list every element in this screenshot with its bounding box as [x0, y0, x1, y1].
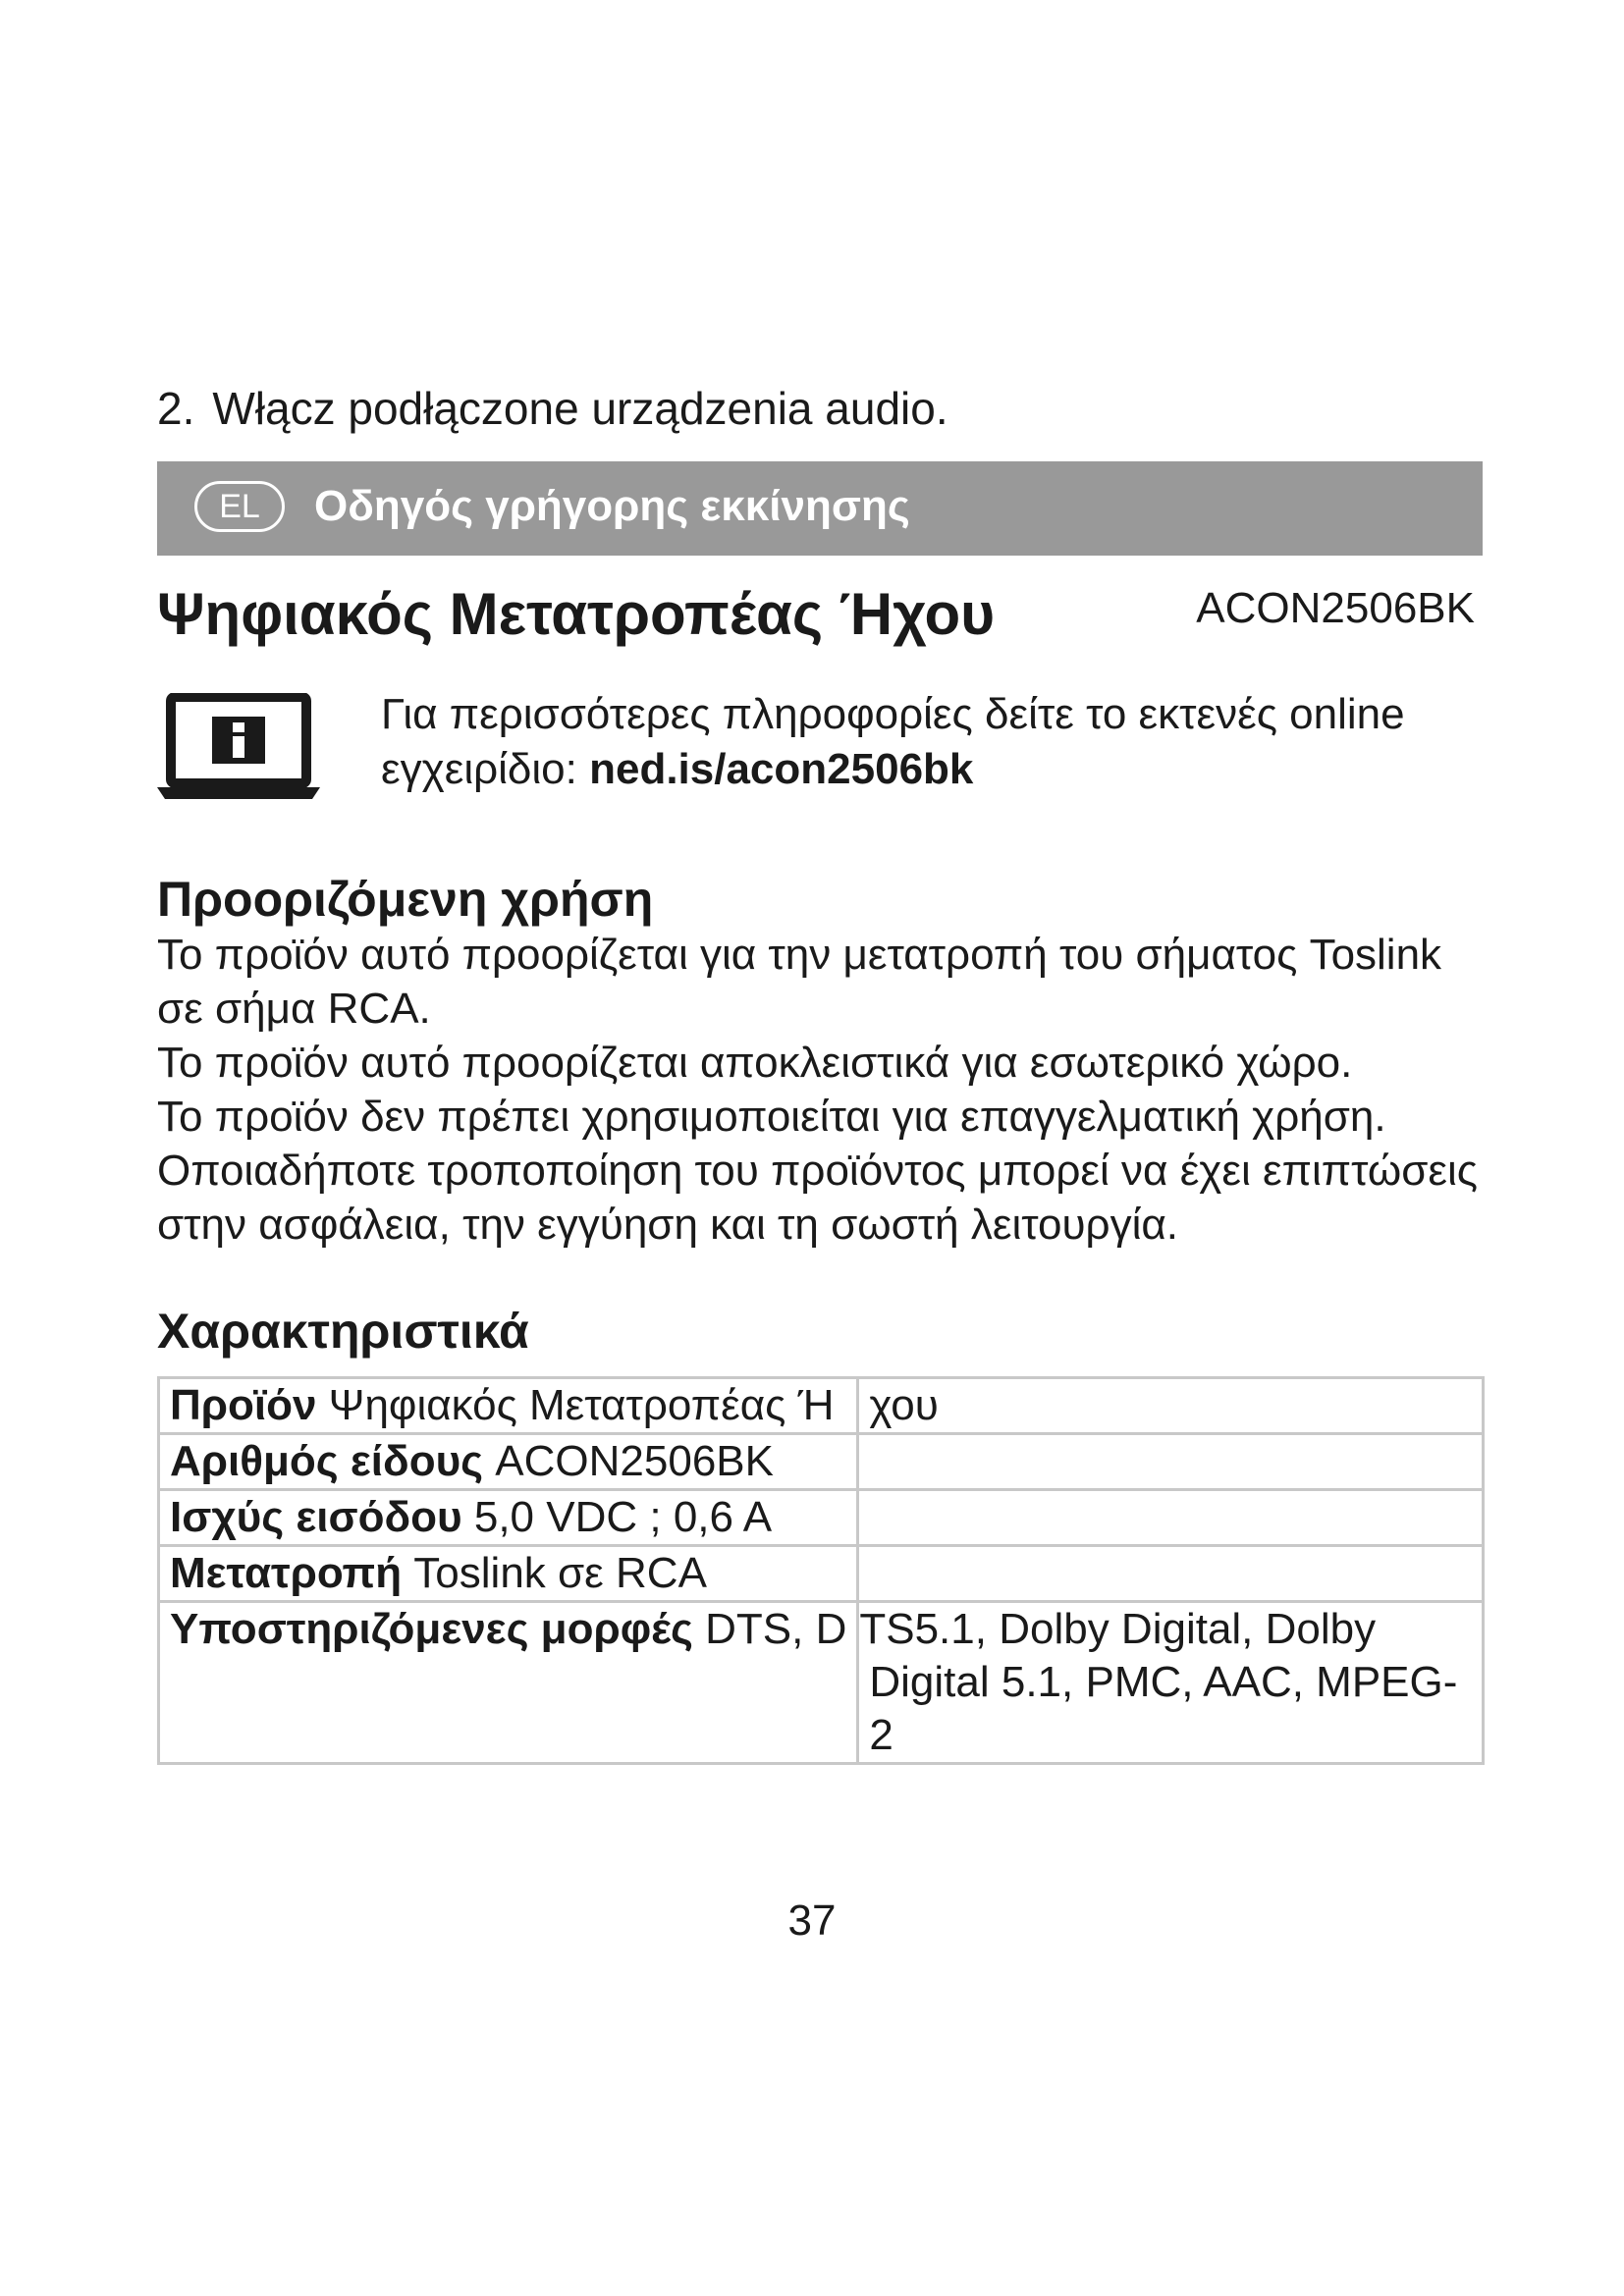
step-number: 2.: [157, 383, 195, 434]
laptop-info-icon: [157, 693, 320, 801]
spec-label: Ισχύς εισόδου: [170, 1493, 462, 1541]
manual-info-text: [381, 687, 1490, 797]
intended-use-text: [157, 928, 1492, 1252]
spec-label: Μετατροπή: [170, 1549, 403, 1597]
language-header-bar: [157, 461, 1483, 556]
spec-cell-right: [858, 1378, 1484, 1434]
spec-value: ACON2506BK: [483, 1437, 775, 1485]
table-row: [159, 1434, 1484, 1490]
product-title: Ψηφιακός Μετατροπέας Ήχου: [157, 581, 996, 647]
spec-value-continued: TS5.1, Dolby Digital, Dolby: [859, 1605, 1377, 1653]
spec-value-continued: χου: [869, 1381, 939, 1429]
specifications-table: [157, 1376, 1485, 1765]
intended-use-paragraph: Το προϊόν αυτό προορίζεται για την μετατροπή του σήματος Toslink σε σήμα RCA.: [157, 931, 1442, 1033]
spec-value: Toslink σε RCA: [402, 1549, 707, 1597]
previous-step: [157, 381, 948, 436]
spec-label: Αριθμός είδους: [170, 1437, 484, 1485]
spec-cell-right: [858, 1434, 1484, 1490]
spec-cell-right: [858, 1490, 1484, 1546]
intended-use-heading: Προοριζόμενη χρήση: [157, 872, 654, 927]
spec-cell-left: [159, 1546, 858, 1602]
table-row: [159, 1546, 1484, 1602]
intended-use-paragraph: Οποιαδήποτε τροποποίηση του προϊόντος μπορεί να έχει επιπτώσεις στην ασφάλεια, την εγγύηση και τη σωστή λειτουργία.: [157, 1147, 1478, 1249]
language-code-badge: EL: [194, 481, 285, 532]
product-code: ACON2506BK: [1196, 584, 1475, 632]
spec-cell-left: [159, 1602, 858, 1764]
spec-cell-left: [159, 1490, 858, 1546]
page-number: 37: [787, 1896, 837, 1945]
manual-url-link[interactable]: ned.is/acon2506bk: [589, 745, 974, 793]
table-row: [159, 1490, 1484, 1546]
features-heading: Χαρακτηριστικά: [157, 1304, 529, 1359]
spec-value: 5,0 VDC ; 0,6 A: [461, 1493, 773, 1541]
intended-use-paragraph: Το προϊόν αυτό προορίζεται αποκλειστικά για εσωτερικό χώρο.: [157, 1039, 1353, 1087]
spec-cell-left: [159, 1378, 858, 1434]
spec-value: DTS, D: [692, 1605, 847, 1653]
spec-value: Ψηφιακός Μετατροπέας Ή: [316, 1381, 835, 1429]
spec-label: Υποστηριζόμενες μορφές: [170, 1605, 693, 1653]
quick-start-title: Οδηγός γρήγορης εκκίνησης: [314, 482, 910, 530]
spec-label: Προϊόν: [170, 1381, 317, 1429]
spec-cell-right: [858, 1602, 1484, 1764]
spec-cell-right: [858, 1546, 1484, 1602]
manual-info-label: Για περισσότερες πληροφορίες δείτε το εκτενές online εγχειρίδιο:: [381, 690, 1405, 793]
table-row: [159, 1602, 1484, 1764]
spec-value-line2: Digital 5.1, PMC, AAC, MPEG-2: [869, 1658, 1458, 1759]
intended-use-paragraph: Το προϊόν δεν πρέπει χρησιμοποιείται για επαγγελματική χρήση.: [157, 1093, 1386, 1141]
spec-cell-left: [159, 1434, 858, 1490]
table-row: [159, 1378, 1484, 1434]
step-text: Włącz podłączone urządzenia audio.: [212, 383, 948, 434]
